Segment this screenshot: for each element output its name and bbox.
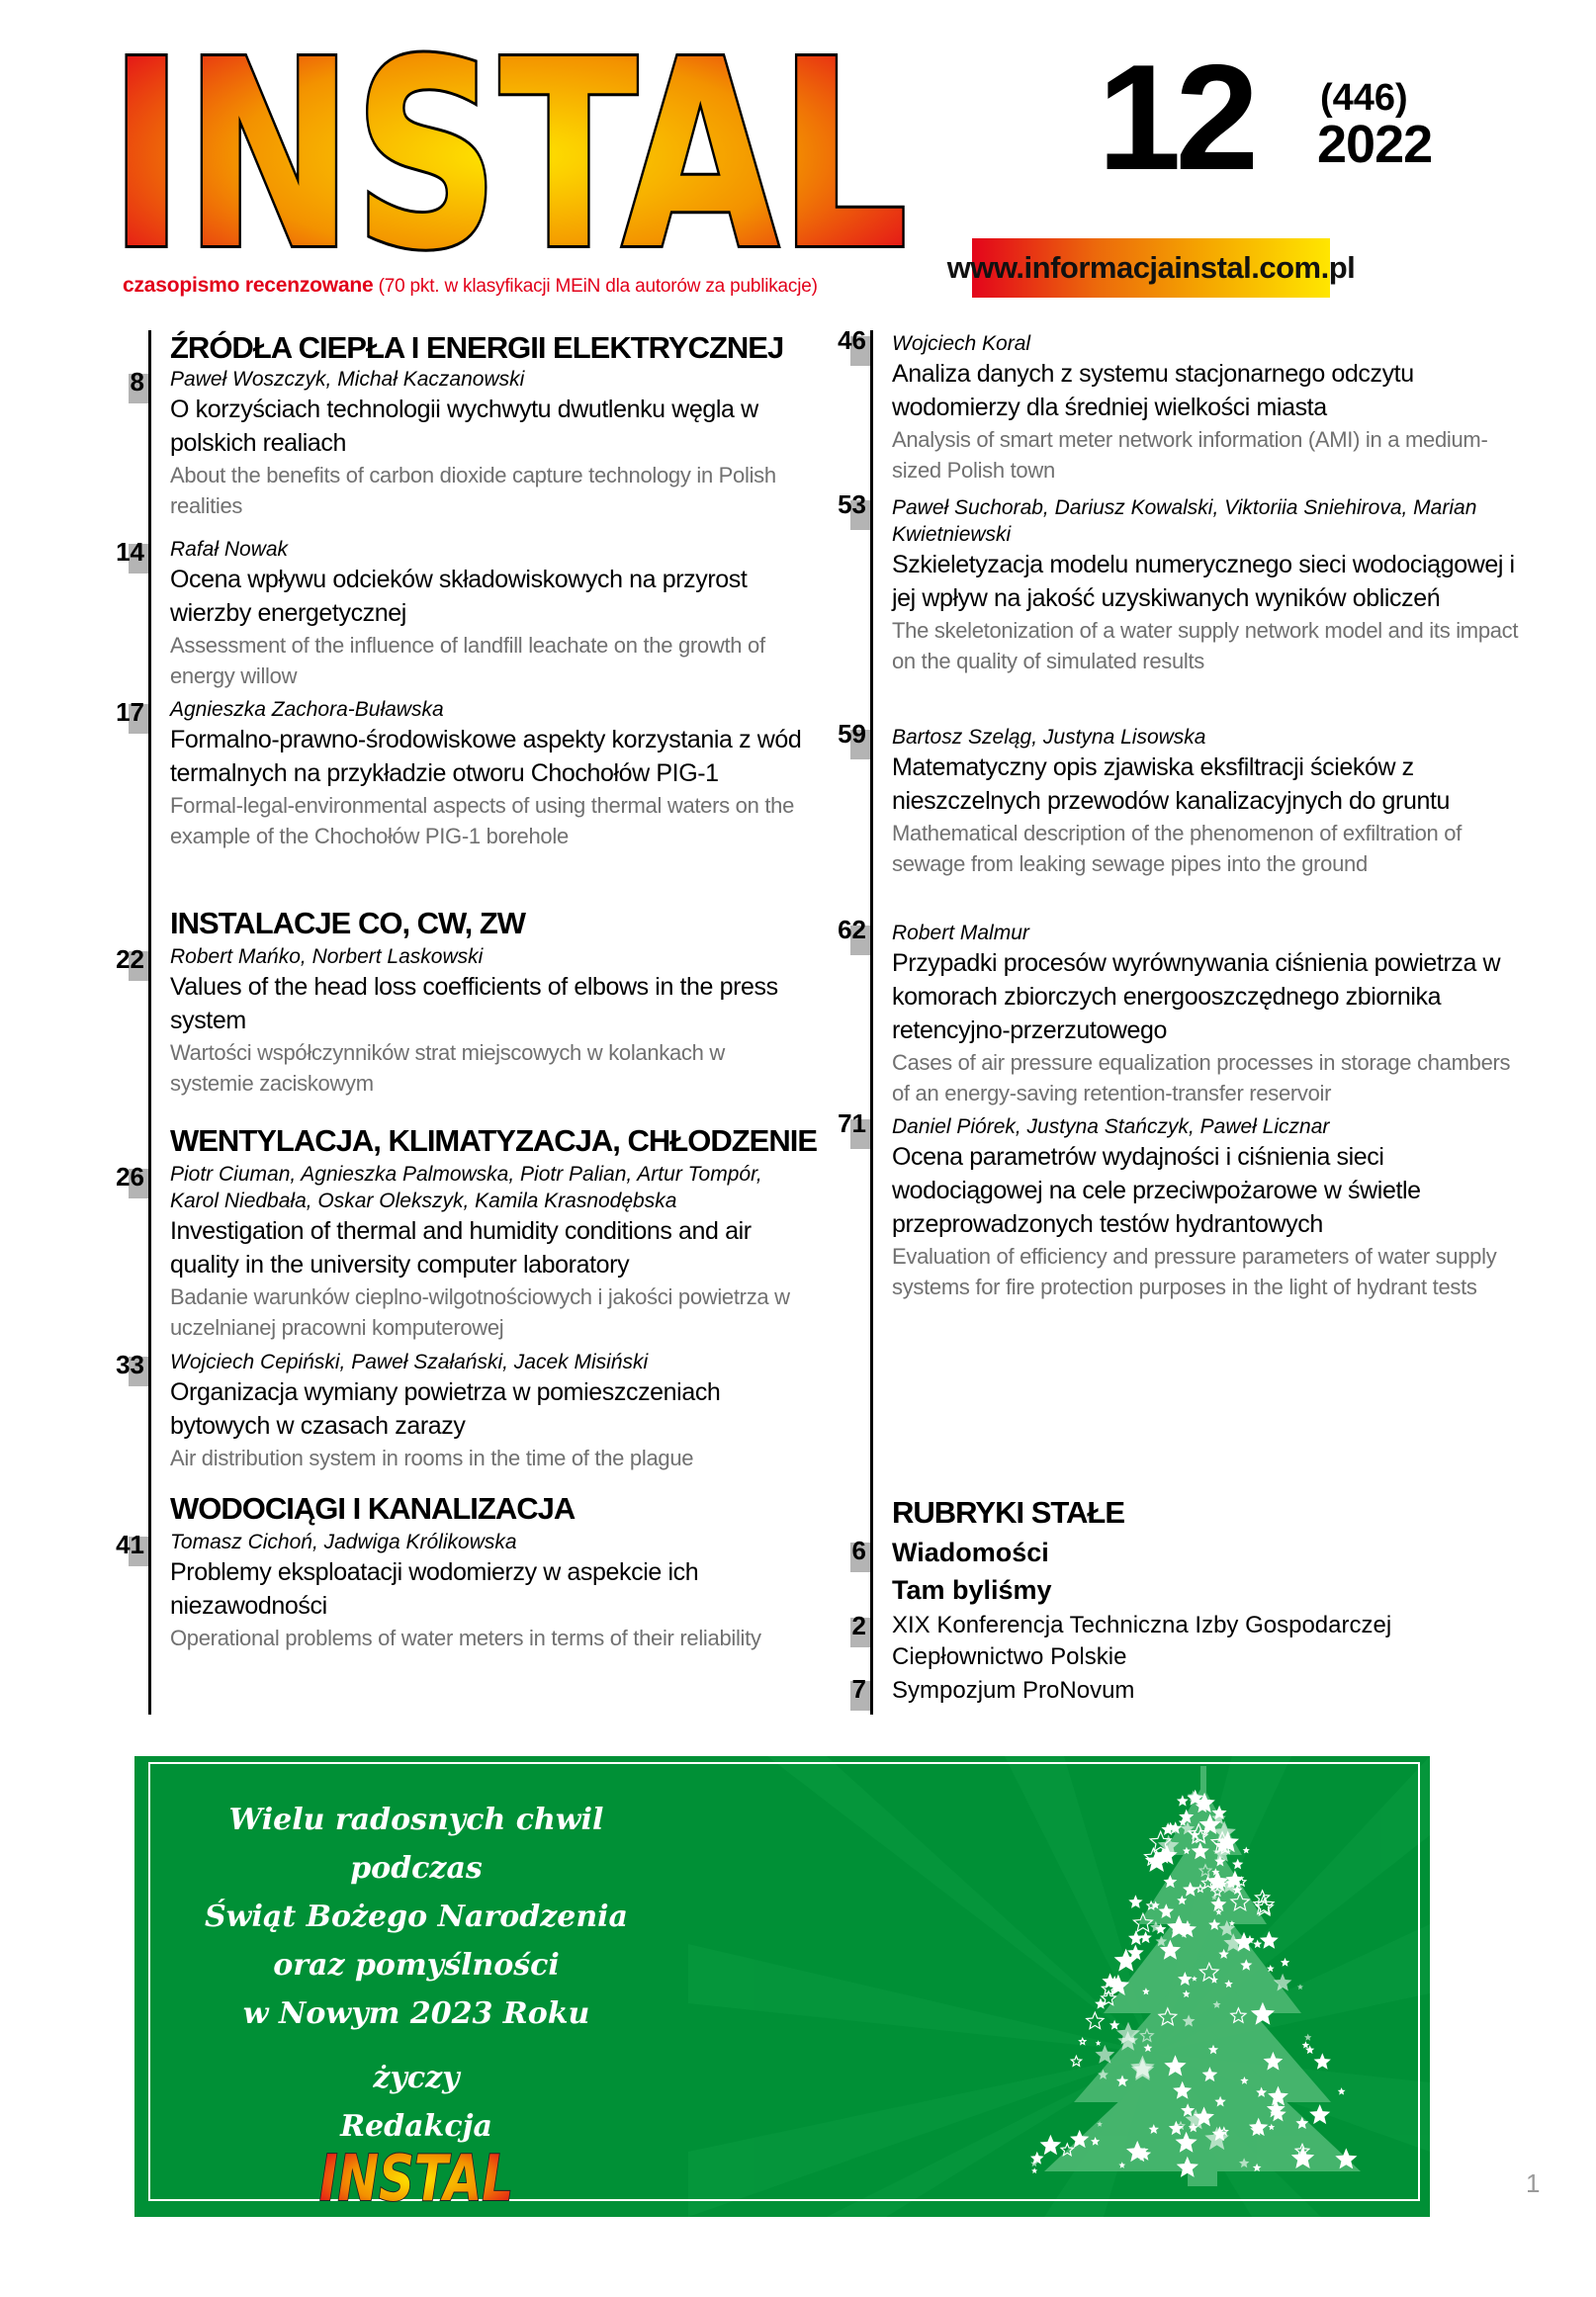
page-number: 46 [838,325,866,355]
page-number: 62 [838,915,866,944]
page-number: 71 [838,1108,866,1138]
greeting-line: Wielu radosnych chwil [228,1803,604,1837]
article-subtitle: Cases of air pressure equalization processes in storage chambers of an energy-saving retention-transfer reservoir [892,1050,1511,1105]
tree-star [1071,2056,1081,2066]
page-number: 41 [116,1530,144,1559]
tree-star [1338,2087,1346,2095]
article-authors: Rafał Nowak [170,538,289,561]
greeting-wishes: życzy [373,2061,460,2095]
tree-star [1080,2039,1086,2045]
article-title[interactable]: Problemy eksploatacji wodomierzy w aspekcie ich niezawodności [170,1558,699,1620]
article-title[interactable]: Values of the head loss coefficients of elbows in the press system [170,973,778,1034]
article-title[interactable]: Investigation of thermal and humidity conditions and air quality in the university computer laboratory [170,1217,752,1279]
toc-right-column [811,325,1523,1715]
article-authors: Tomasz Cichoń, Jadwiga Królikowska [170,1531,517,1553]
rubric-label[interactable]: Wiadomości [892,1538,1049,1567]
section-heading: WENTYLACJA, KLIMATYZACJA, CHŁODZENIE [170,1123,818,1158]
page-number: 14 [116,537,144,567]
instal-logo [103,40,914,257]
article-subtitle: Wartości współczynników strat miejscowych w kolankach w systemie zaciskowym [170,1040,725,1096]
page-number: 33 [116,1350,144,1379]
greeting-from: Redakcja [340,2109,492,2144]
article-subtitle: Evaluation of efficiency and pressure parameters of water supply systems for fire protection purposes in the light of hydrant tests [892,1244,1497,1299]
issue-year: 2022 [1317,115,1433,174]
tree-star [1139,1931,1152,1943]
tagline [123,274,818,298]
article-subtitle: About the benefits of carbon dioxide capture technology in Polish realities [170,463,776,518]
greeting-line: Świąt Bożego Narodzenia [205,1899,628,1934]
rubric-label[interactable]: Tam byliśmy [892,1575,1052,1605]
tree-star [1128,1930,1144,1945]
article-authors: Wojciech Cepiński, Paweł Szałański, Jacek Misiński [170,1351,649,1373]
tree-star [1243,1847,1250,1854]
article-authors: Robert Malmur [892,922,1029,944]
tree-star [1087,2012,1104,2028]
section-heading: INSTALACJE CO, CW, ZW [170,906,526,940]
page-number: 8 [130,367,144,397]
section-heading: ŹRÓDŁA CIEPŁA I ENERGII ELEKTRYCZNEJ [170,330,784,365]
greeting-line: w Nowym 2023 Roku [242,1996,590,2031]
small-logo-text: INSTAL [319,2151,513,2204]
tree-star [1232,1859,1243,1870]
article-subtitle: Analysis of smart meter network information (AMI) in a medium-sized Polish town [892,427,1488,483]
article-subtitle: Air distribution system in rooms in the time of the plague [170,1446,694,1470]
article-title[interactable]: Analiza danych z systemu stacjonarnego odczytu wodomierzy dla średniej wielkości miasta [892,360,1414,421]
article-subtitle: Assessment of the influence of landfill leachate on the growth of energy willow [170,633,765,688]
tree-star [1297,1984,1303,1989]
article-authors: Robert Mańko, Norbert Laskowski [170,945,484,968]
tree-star [1304,2034,1311,2041]
page-number: 7 [851,1674,866,1704]
article-title[interactable]: Ocena wpływu odcieków składowiskowych na przyrost wierzby energetycznej [170,566,748,627]
article-title[interactable]: Szkieletyzacja modelu numerycznego sieci wodociągowej i jej wpływ na jakość uzyskiwanych wyników obliczeń [892,551,1515,612]
tree-star [1314,2053,1331,2069]
article-title[interactable]: Formalno-prawno-środowiskowe aspekty korzystania z wód termalnych na przykładzie otworu Chochołów PIG-1 [170,726,802,787]
christmas-greeting-box [134,1756,1430,2217]
website-link[interactable]: www.informacjainstal.com.pl [946,250,1356,285]
issue-overall-number: (446) [1320,77,1408,119]
column-divider [148,330,151,1715]
column-divider [870,330,873,1715]
section-heading: WODOCIĄGI I KANALIZACJA [170,1491,576,1526]
article-subtitle: The skeletonization of a water supply network model and its impact on the quality of simulated results [892,618,1519,673]
article-title[interactable]: Matematyczny opis zjawiska eksfiltracji ścieków z nieszczelnych przewodów kanalizacyjnych do gruntu [892,753,1451,815]
page-number: 17 [116,697,144,727]
greeting-line: podczas [350,1851,483,1886]
website-banner[interactable] [946,238,1356,298]
tree-star [1309,2104,1330,2124]
page-number: 22 [116,944,144,974]
tree-star [1177,1795,1189,1806]
tree-star [1040,2135,1062,2156]
tree-star [1260,1931,1279,1949]
page-number: 2 [851,1611,866,1640]
logo-text: INSTAL [109,40,908,257]
page-number: 59 [838,719,866,749]
issue-number: 12 [1098,34,1254,202]
article-subtitle: Formal-legal-environmental aspects of using thermal waters on the example of the Chochołów PIG-1 borehole [170,793,795,848]
instal-small-logo [317,2151,515,2204]
section-heading: RUBRYKI STAŁE [892,1495,1124,1530]
article-title[interactable]: Ocena parametrów wydajności i ciśnienia sieci wodociągowej na cele przeciwpożarowe w świetle przeprowadzonych testów hydrantowych [892,1143,1421,1238]
article-authors: Paweł Suchorab, Dariusz Kowalski, Viktoriia Sniehirova, Marian Kwietniewski [892,496,1477,546]
page-number: 26 [116,1162,144,1192]
page-number-footer: 1 [1526,2168,1541,2198]
toc-left-column [95,330,818,1715]
article-subtitle: Badanie warunków cieplno-wilgotnościowych i jakości powietrza w uczelnianej pracowni komputerowej [170,1284,790,1340]
tree-star [1109,2020,1120,2030]
tree-star [1253,1940,1262,1949]
article-authors: Bartosz Szeląg, Justyna Lisowska [892,726,1206,749]
tree-star [1031,2167,1037,2173]
article-subtitle: Operational problems of water meters in terms of their reliability [170,1626,761,1650]
tree-star [1128,1895,1142,1908]
article-authors: Agnieszka Zachora-Buławska [170,698,444,721]
tree-star [1281,1958,1289,1967]
page-number: 53 [838,489,866,519]
tree-star [1302,2041,1310,2048]
article-title[interactable]: Organizacja wymiany powietrza w pomieszczeniach bytowych w czasach zarazy [170,1378,721,1440]
article-authors: Piotr Ciuman, Agnieszka Palmowska, Piotr Palian, Artur Tompór, Karol Niedbała, Oskar Olekszyk, Kamila Krasnodębska [170,1163,762,1212]
article-title[interactable]: Przypadki procesów wyrównywania ciśnienia powietrza w komorach zbiorczych energooszczędnego zbiornika retencyjno-przerzutowego [892,949,1501,1044]
tagline-bold: czasopismo recenzowane [123,274,374,297]
tree-star [1096,2040,1102,2046]
greeting-line: oraz pomyślności [273,1948,560,1983]
article-subtitle: Mathematical description of the phenomenon of exfiltration of sewage from leaking sewage pipes into the ground [892,821,1463,876]
greeting-text [204,1796,629,2204]
rubric-label[interactable]: XIX Konferencja Techniczna Izby Gospodarczej Ciepłownictwo Polskie [892,1612,1392,1670]
article-authors: Paweł Woszczyk, Michał Kaczanowski [170,368,525,391]
article-title[interactable]: O korzyściach technologii wychwytu dwutlenku węgla w polskich realiach [170,396,758,457]
christmas-tree-icon [1005,1756,1400,2201]
article-authors: Wojciech Koral [892,332,1031,355]
tagline-rest: (70 pkt. w klasyfikacji MEiN dla autorów za publikacje) [373,276,818,297]
rubric-label[interactable]: Sympozjum ProNovum [892,1677,1135,1704]
article-authors: Daniel Piórek, Justyna Stańczyk, Paweł Licznar [892,1115,1330,1138]
page-number: 6 [851,1536,866,1565]
